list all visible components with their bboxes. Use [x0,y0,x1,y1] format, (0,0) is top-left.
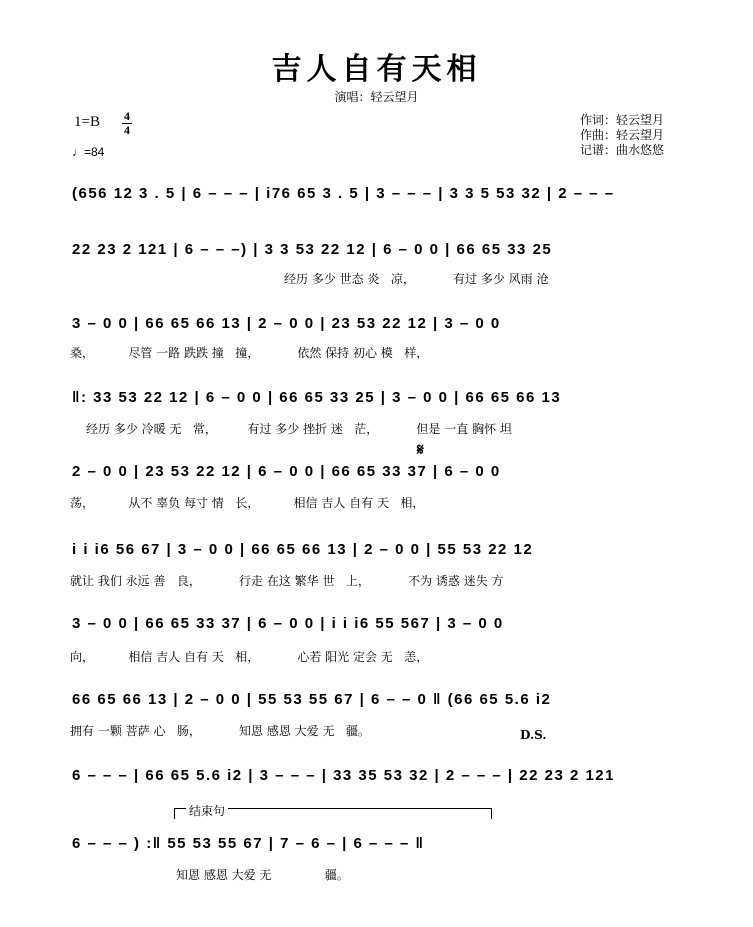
key-signature: 1=B [74,114,100,130]
credits [580,113,664,158]
score-row-7: 3 – 0 0 | 66 65 33 37 | 6 – 0 0 | i i i6 55 567 | 3 – 0 0 [72,615,504,632]
lyric-row-5: 荡， 从不 辜负 每寸 情 长， 相信 吉人 自有 天 相， [70,496,425,510]
song-title: 吉人自有天相 [271,52,482,87]
lyric-row-6: 就让 我们 永远 善 良， 行走 在这 繁华 世 上， 不为 诱惑 迷失 方 [70,574,504,588]
transcriber-credit: 记谱：曲水悠悠 [580,143,665,157]
score-row-1: (656 12 3 . 5 | 6 – – – | i76 65 3 . 5 | 3 – – – | 3 3 5 53 32 | 2 – – – [72,185,615,202]
tempo-marking: ♩=84 [72,145,105,159]
time-signature-bottom: 4 [124,123,130,137]
segno-mark: 𝄋 [417,440,424,459]
ds-mark: D.S. [520,728,547,742]
score-row-6: i i i6 56 67 | 3 – 0 0 | 66 65 66 13 | 2 – 0 0 | 55 53 22 12 [72,541,534,558]
singer-credit: 演唱：轻云望月 [334,90,419,104]
time-signature-top: 4 [124,109,130,123]
composer-credit: 作曲：轻云望月 [580,128,665,142]
score-row-9: 6 – – – | 66 65 5.6 i2 | 3 – – – | 33 35 53 32 | 2 – – – | 22 23 2 121 [72,767,615,784]
ending-label: 结束句 [186,802,228,819]
lyric-row-8: 拥有 一颗 菩萨 心 肠， 知恩 感恩 大爱 无 疆。 [70,724,370,738]
score-row-8: 66 65 66 13 | 2 – 0 0 | 55 53 55 67 | 6 – – 0 ‖ (66 65 5.6 i2 [72,691,552,708]
lyric-row-4: 经历 多少 冷暖 无 常， 有过 多少 挫折 迷 茫， 但是 一直 胸怀 坦 [86,422,512,436]
lyric-row-2: 经历 多少 世态 炎 凉， 有过 多少 风雨 沧 [284,272,549,286]
lyric-row-7: 向， 相信 吉人 自有 天 相， 心若 阳光 定会 无 恙， [70,650,429,664]
score-row-5: 2 – 0 0 | 23 53 22 12 | 6 – 0 0 | 66 65 33 37 | 6 – 0 0 [72,463,501,480]
score-row-4: ‖: 33 53 22 12 | 6 – 0 0 | 66 65 33 25 | 3 – 0 0 | 66 65 66 13 [72,389,562,406]
time-signature [121,111,133,136]
score-row-2: 22 23 2 121 | 6 – – –) | 3 3 53 22 12 | 6 – 0 0 | 66 65 33 25 [72,241,553,258]
score-row-3: 3 – 0 0 | 66 65 66 13 | 2 – 0 0 | 23 53 22 12 | 3 – 0 0 [72,315,501,332]
lyric-row-3: 桑， 尽管 一路 跌跌 撞 撞， 依然 保持 初心 模 样， [70,346,429,360]
score-row-10: 6 – – – ) :‖ 55 53 55 67 | 7 – 6 – | 6 – – – ‖ [72,835,425,852]
lyricist-credit: 作词：轻云望月 [580,113,665,127]
lyric-row-10: 知恩 感恩 大爱 无 疆。 [176,868,349,882]
